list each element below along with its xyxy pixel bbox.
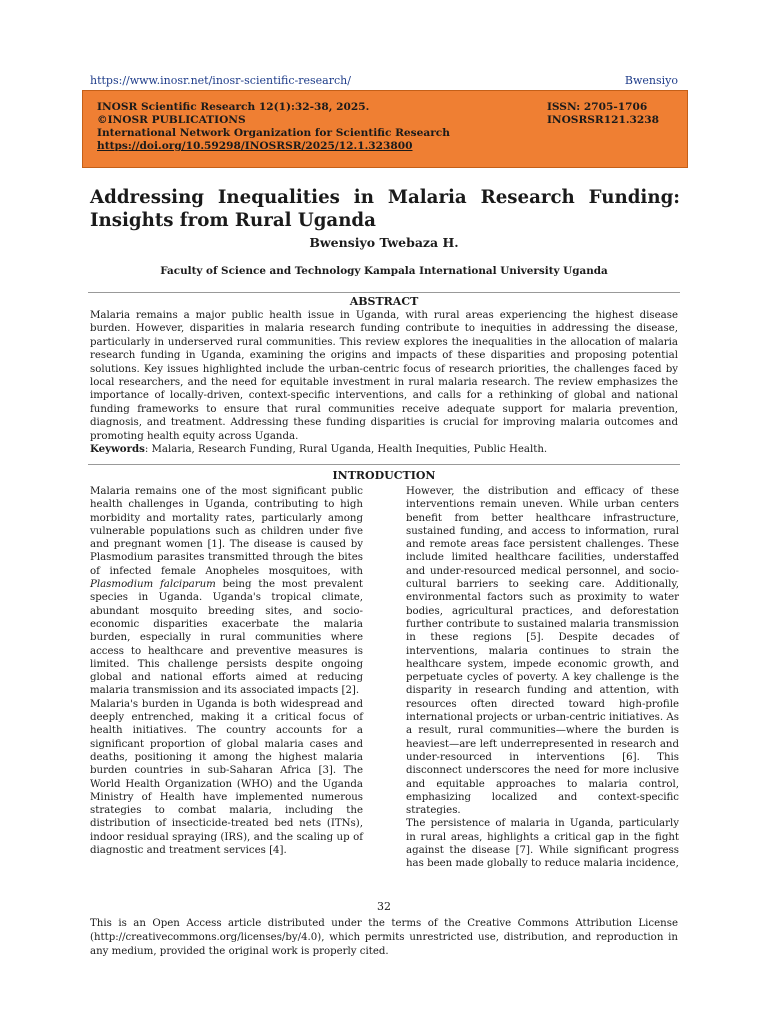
- banner-right: [547, 101, 659, 127]
- journal-banner: [82, 90, 688, 168]
- keywords-line: [90, 443, 678, 456]
- running-author: Bwensiyo: [624, 74, 678, 87]
- organization-name: International Network Organization for Scientific Research: [97, 127, 450, 139]
- journal-url-link[interactable]: https://www.inosr.net/inosr-scientific-research/: [90, 74, 351, 87]
- keywords-text: : Malaria, Research Funding, Rural Uganda, Health Inequities, Public Health.: [144, 444, 548, 456]
- abstract-top-rule: [88, 292, 680, 293]
- author-name: Bwensiyo Twebaza H.: [309, 235, 459, 250]
- doi-link[interactable]: https://doi.org/10.59298/INOSRSR/2025/12.1.323800: [97, 140, 413, 152]
- intro-right-column: [406, 485, 679, 871]
- publisher-name: ©INOSR PUBLICATIONS: [97, 114, 246, 126]
- intro-paragraph-1: [90, 485, 363, 698]
- keywords-label: Keywords: [90, 443, 145, 456]
- abstract-bottom-rule: [88, 464, 680, 465]
- intro-left-column: [90, 485, 363, 857]
- license-notice: This is an Open Access article distributed under the terms of the Creative Commons Attribution License (http://creativecommons.org/licenses/by/4.0), which permits unrestricted use, distribution, and reproduction in any medium, provided the original work is properly cited.: [90, 918, 678, 957]
- intro-p1-text-b: being the most prevalent species in Uganda. Uganda's tropical climate, abundant mosquito breeding sites, and socio-economic disparities exacerbate the malaria burden, especially in rural communities where access to healthcare and preventive measures is limited. This challenge persists despite ongoing global and national efforts aimed at reducing malaria transmission and its associated impacts [2].: [90, 579, 363, 697]
- abstract-text: Malaria remains a major public health issue in Uganda, with rural areas experiencing the highest disease burden. However, disparities in malaria research funding contribute to inequities in addressing the disease, particularly in underserved rural communities. This review explores the inequalities in the allocation of malaria research funding in Uganda, examining the origins and impacts of these disparities and proposing potential solutions. Key issues highlighted include the urban-centric focus of research priorities, the challenges faced by local researchers, and the need for equitable investment in rural malaria research. The review emphasizes the importance of locally-driven, context-specific interventions, and calls for a rethinking of global and national funding frameworks to ensure that rural communities receive adequate support for malaria prevention, diagnosis, and treatment. Addressing these funding disparities is crucial for improving malaria outcomes and promoting health equity across Uganda.: [90, 310, 678, 442]
- intro-p1-text-a: Malaria remains one of the most significant public health challenges in Uganda, contributing to high morbidity and mortality rates, particularly among vulnerable populations such as children under five and pregnant women [1]. The disease is caused by Plasmodium parasites transmitted through the bites of infected female Anopheles mosquitoes, with: [90, 486, 363, 577]
- species-name: Plasmodium falciparum: [90, 579, 216, 591]
- article-title: Addressing Inequalities in Malaria Research Funding: Insights from Rural Uganda: [90, 187, 680, 231]
- issn: ISSN: 2705-1706: [546, 101, 648, 113]
- intro-paragraph-2: Malaria's burden in Uganda is both widespread and deeply entrenched, making it a critical focus of health initiatives. The country accounts for a significant proportion of global malaria cases and deaths, positioning it among the highest malaria burden countries in sub-Saharan Africa [3]. The World Health Organization (WHO) and the Uganda Ministry of Health have implemented numerous strategies to combat malaria, including the distribution of insecticide-treated bed nets (ITNs), indoor residual spraying (IRS), and the scaling up of diagnostic and treatment services [4].: [90, 698, 363, 857]
- abstract-heading: ABSTRACT: [349, 295, 419, 308]
- intro-paragraph-4: The persistence of malaria in Uganda, particularly in rural areas, highlights a critical gap in the fight against the disease [7]. While significant progress has been made globally to reduce malaria incidence,: [406, 818, 679, 870]
- abstract-body: [90, 309, 678, 456]
- journal-citation: INOSR Scientific Research 12(1):32-38, 2025.: [97, 101, 370, 113]
- running-header: [90, 74, 678, 87]
- banner-left: [97, 101, 450, 153]
- article-code: INOSRSR121.3238: [546, 114, 659, 126]
- page-number: 32: [377, 900, 391, 913]
- affiliation: Faculty of Science and Technology Kampala International University Uganda: [160, 265, 608, 277]
- introduction-heading: INTRODUCTION: [332, 469, 436, 482]
- intro-paragraph-3: However, the distribution and efficacy of these interventions remain uneven. While urban centers benefit from better healthcare infrastructure, sustained funding, and access to information, rural and remote areas face persistent challenges. These include limited healthcare facilities, understaffed and under-resourced medical personnel, and socio-cultural barriers to seeking care. Additionally, environmental factors such as proximity to water bodies, agricultural practices, and deforestation further contribute to sustained malaria transmission in these regions [5]. Despite decades of interventions, malaria continues to strain the healthcare system, impede economic growth, and perpetuate cycles of poverty. A key challenge is the disparity in research funding and attention, with resources often directed toward high-profile international projects or urban-centric initiatives. As a result, rural communities—where the burden is heaviest—are left underrepresented in research and under-resourced in interventions [6]. This disconnect underscores the need for more inclusive and equitable approaches to malaria control, emphasizing localized and context-specific strategies.: [406, 486, 679, 817]
